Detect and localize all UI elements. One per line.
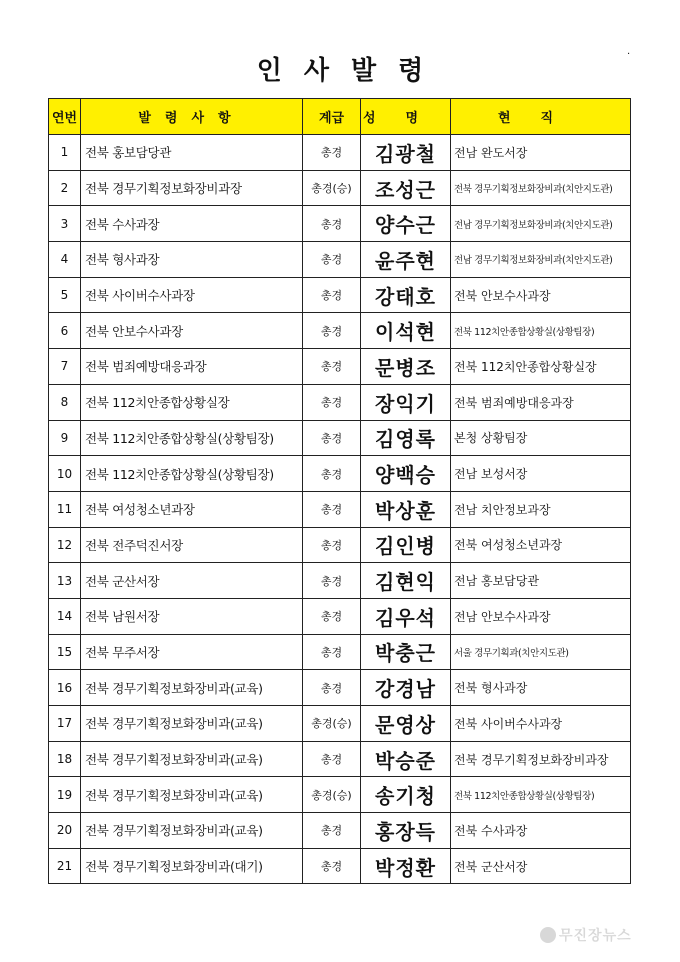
row-post: 전북 경무기획정보화장비과장 bbox=[81, 170, 303, 206]
table-row bbox=[49, 420, 631, 456]
row-no: 12 bbox=[49, 527, 81, 563]
row-rank: 총경(승) bbox=[303, 170, 361, 206]
row-post: 전북 경무기획정보화장비과(교육) bbox=[81, 670, 303, 706]
row-name: 박충근 bbox=[361, 634, 451, 670]
header-current: 현직 bbox=[451, 99, 631, 135]
header-post: 발령사항 bbox=[81, 99, 303, 135]
row-post: 전북 무주서장 bbox=[81, 634, 303, 670]
table-row bbox=[49, 135, 631, 171]
row-no: 15 bbox=[49, 634, 81, 670]
row-post: 전북 남원서장 bbox=[81, 598, 303, 634]
row-name: 이석현 bbox=[361, 313, 451, 349]
row-current: 전북 경무기획정보화장비과장 bbox=[451, 741, 631, 777]
row-name: 조성근 bbox=[361, 170, 451, 206]
header-name: 성명 bbox=[361, 99, 451, 135]
row-name: 양수근 bbox=[361, 206, 451, 242]
row-rank: 총경 bbox=[303, 634, 361, 670]
row-current: 전북 경무기획정보화장비과(치안지도관) bbox=[451, 170, 631, 206]
row-no: 7 bbox=[49, 349, 81, 385]
watermark bbox=[540, 925, 632, 945]
row-no: 1 bbox=[49, 135, 81, 171]
row-rank: 총경 bbox=[303, 456, 361, 492]
corner-mark: . bbox=[627, 46, 631, 57]
row-no: 8 bbox=[49, 384, 81, 420]
header-no: 연번 bbox=[49, 99, 81, 135]
row-current: 전북 형사과장 bbox=[451, 670, 631, 706]
row-name: 윤주현 bbox=[361, 242, 451, 278]
row-no: 2 bbox=[49, 170, 81, 206]
row-name: 장익기 bbox=[361, 384, 451, 420]
row-current: 전북 112치안종합상황실장 bbox=[451, 349, 631, 385]
row-no: 11 bbox=[49, 491, 81, 527]
row-rank: 총경 bbox=[303, 848, 361, 884]
row-rank: 총경 bbox=[303, 527, 361, 563]
row-post: 전북 범죄예방대응과장 bbox=[81, 349, 303, 385]
row-name: 문영상 bbox=[361, 706, 451, 742]
row-name: 강경남 bbox=[361, 670, 451, 706]
row-current: 전북 112치안종합상황실(상황팀장) bbox=[451, 313, 631, 349]
table-row bbox=[49, 277, 631, 313]
row-post: 전북 형사과장 bbox=[81, 242, 303, 278]
row-post: 전북 수사과장 bbox=[81, 206, 303, 242]
row-name: 박정환 bbox=[361, 848, 451, 884]
row-rank: 총경 bbox=[303, 313, 361, 349]
row-rank: 총경 bbox=[303, 277, 361, 313]
row-rank: 총경 bbox=[303, 349, 361, 385]
row-no: 20 bbox=[49, 813, 81, 849]
row-no: 19 bbox=[49, 777, 81, 813]
row-post: 전북 전주덕진서장 bbox=[81, 527, 303, 563]
row-post: 전북 경무기획정보화장비과(교육) bbox=[81, 777, 303, 813]
row-post: 전북 112치안종합상황실장 bbox=[81, 384, 303, 420]
row-post: 전북 사이버수사과장 bbox=[81, 277, 303, 313]
row-post: 전북 홍보담당관 bbox=[81, 135, 303, 171]
row-no: 13 bbox=[49, 563, 81, 599]
row-rank: 총경 bbox=[303, 813, 361, 849]
row-no: 3 bbox=[49, 206, 81, 242]
table-row bbox=[49, 563, 631, 599]
row-post: 전북 경무기획정보화장비과(대기) bbox=[81, 848, 303, 884]
row-no: 6 bbox=[49, 313, 81, 349]
row-no: 16 bbox=[49, 670, 81, 706]
row-name: 김영록 bbox=[361, 420, 451, 456]
table-row bbox=[49, 706, 631, 742]
row-rank: 총경 bbox=[303, 598, 361, 634]
table-row bbox=[49, 777, 631, 813]
row-name: 강태호 bbox=[361, 277, 451, 313]
row-post: 전북 112치안종합상황실(상황팀장) bbox=[81, 420, 303, 456]
row-current: 전남 경무기획정보화장비과(치안지도관) bbox=[451, 206, 631, 242]
row-name: 김우석 bbox=[361, 598, 451, 634]
row-name: 박상훈 bbox=[361, 491, 451, 527]
table-row bbox=[49, 170, 631, 206]
row-rank: 총경 bbox=[303, 242, 361, 278]
row-no: 21 bbox=[49, 848, 81, 884]
row-rank: 총경 bbox=[303, 420, 361, 456]
row-post: 전북 112치안종합상황실(상황팀장) bbox=[81, 456, 303, 492]
row-current: 전남 치안정보과장 bbox=[451, 491, 631, 527]
row-current: 서울 경무기획과(치안지도관) bbox=[451, 634, 631, 670]
row-rank: 총경 bbox=[303, 563, 361, 599]
row-current: 전북 범죄예방대응과장 bbox=[451, 384, 631, 420]
row-current: 전북 수사과장 bbox=[451, 813, 631, 849]
row-current: 전북 여성청소년과장 bbox=[451, 527, 631, 563]
row-name: 홍장득 bbox=[361, 813, 451, 849]
table-row bbox=[49, 634, 631, 670]
row-current: 전남 안보수사과장 bbox=[451, 598, 631, 634]
row-name: 박승준 bbox=[361, 741, 451, 777]
row-rank: 총경 bbox=[303, 135, 361, 171]
row-current: 전북 사이버수사과장 bbox=[451, 706, 631, 742]
row-name: 문병조 bbox=[361, 349, 451, 385]
row-current: 전남 보성서장 bbox=[451, 456, 631, 492]
row-name: 김인병 bbox=[361, 527, 451, 563]
table-row bbox=[49, 527, 631, 563]
table-header-row bbox=[49, 99, 631, 135]
row-no: 5 bbox=[49, 277, 81, 313]
table-row bbox=[49, 813, 631, 849]
row-rank: 총경 bbox=[303, 206, 361, 242]
row-current: 본청 상황팀장 bbox=[451, 420, 631, 456]
row-no: 9 bbox=[49, 420, 81, 456]
row-name: 김현익 bbox=[361, 563, 451, 599]
row-rank: 총경(승) bbox=[303, 777, 361, 813]
row-post: 전북 경무기획정보화장비과(교육) bbox=[81, 741, 303, 777]
row-current: 전남 경무기획정보화장비과(치안지도관) bbox=[451, 242, 631, 278]
table-row bbox=[49, 384, 631, 420]
row-no: 14 bbox=[49, 598, 81, 634]
row-post: 전북 경무기획정보화장비과(교육) bbox=[81, 813, 303, 849]
table-row bbox=[49, 242, 631, 278]
row-no: 17 bbox=[49, 706, 81, 742]
row-name: 송기청 bbox=[361, 777, 451, 813]
row-current: 전북 군산서장 bbox=[451, 848, 631, 884]
row-rank: 총경 bbox=[303, 491, 361, 527]
row-current: 전남 홍보담당관 bbox=[451, 563, 631, 599]
row-no: 10 bbox=[49, 456, 81, 492]
table-row bbox=[49, 670, 631, 706]
watermark-logo-icon bbox=[540, 927, 556, 943]
appointment-table bbox=[48, 98, 631, 884]
row-rank: 총경 bbox=[303, 384, 361, 420]
table-row bbox=[49, 313, 631, 349]
row-no: 4 bbox=[49, 242, 81, 278]
table-body bbox=[49, 135, 631, 884]
row-current: 전남 완도서장 bbox=[451, 135, 631, 171]
header-rank: 계급 bbox=[303, 99, 361, 135]
row-rank: 총경 bbox=[303, 741, 361, 777]
table-row bbox=[49, 456, 631, 492]
row-post: 전북 안보수사과장 bbox=[81, 313, 303, 349]
row-post: 전북 경무기획정보화장비과(교육) bbox=[81, 706, 303, 742]
table-row bbox=[49, 206, 631, 242]
table-row bbox=[49, 491, 631, 527]
watermark-text: 무진장뉴스 bbox=[559, 928, 632, 944]
table-row bbox=[49, 349, 631, 385]
row-rank: 총경 bbox=[303, 670, 361, 706]
table-row bbox=[49, 848, 631, 884]
table-row bbox=[49, 598, 631, 634]
row-post: 전북 여성청소년과장 bbox=[81, 491, 303, 527]
row-post: 전북 군산서장 bbox=[81, 563, 303, 599]
row-current: 전북 안보수사과장 bbox=[451, 277, 631, 313]
document-title: 인사발령 bbox=[256, 56, 446, 86]
row-current: 전북 112치안종합상황실(상황팀장) bbox=[451, 777, 631, 813]
row-name: 김광철 bbox=[361, 135, 451, 171]
row-no: 18 bbox=[49, 741, 81, 777]
table-row bbox=[49, 741, 631, 777]
row-rank: 총경(승) bbox=[303, 706, 361, 742]
row-name: 양백승 bbox=[361, 456, 451, 492]
